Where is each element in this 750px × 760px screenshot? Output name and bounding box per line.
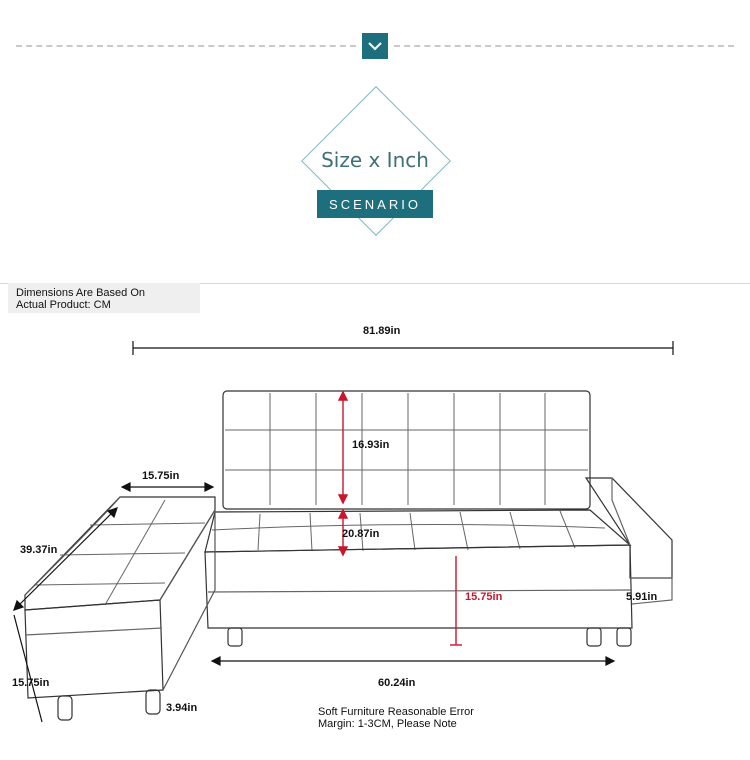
seat-mid-label: 20.87in <box>342 528 380 540</box>
width-dimension-line <box>133 341 673 355</box>
backrest-tufting <box>225 393 588 505</box>
ottoman-tufting <box>35 500 205 605</box>
footnote-line-1: Soft Furniture Reasonable Error <box>318 706 474 718</box>
sofa-leg <box>617 628 631 646</box>
ottoman-width-label: 15.75in <box>142 470 180 482</box>
sofa-base <box>205 545 632 628</box>
scenario-badge: SCENARIO <box>317 190 433 218</box>
ottoman-length-label: 39.37in <box>20 544 58 556</box>
back-height-dimension-line <box>339 392 347 503</box>
base-width-label: 60.24in <box>378 677 416 689</box>
note-line-1: Dimensions Are Based On <box>16 287 146 299</box>
note-line-2: Actual Product: CM <box>16 299 111 311</box>
sofa-leg <box>587 628 601 646</box>
total-width-label: 81.89in <box>363 325 401 337</box>
page-title: Size x Inch <box>321 148 429 172</box>
error-footnote <box>318 706 474 730</box>
ottoman-width-dimension-line <box>122 483 213 491</box>
ottoman-height-dimension-line <box>14 615 42 722</box>
footnote-line-2: Margin: 1-3CM, Please Note <box>318 718 457 730</box>
ottoman-leg <box>146 690 160 714</box>
seat-tufting <box>212 511 605 551</box>
sofa-leg <box>228 628 242 646</box>
armrest-height-label: 5.91in <box>626 591 658 603</box>
sofa-backrest <box>223 391 590 509</box>
ottoman-height-label: 15.75in <box>12 677 50 689</box>
back-height-label: 16.93in <box>352 439 390 451</box>
seat-floor-height-label: 15.75in <box>465 591 503 603</box>
ottoman-leg <box>58 696 72 720</box>
base-width-dimension-line <box>212 657 614 665</box>
leg-height-label: 3.94in <box>166 702 198 714</box>
seat-height-dimension-line <box>450 556 462 645</box>
ottoman-length-dimension-line <box>14 508 117 610</box>
